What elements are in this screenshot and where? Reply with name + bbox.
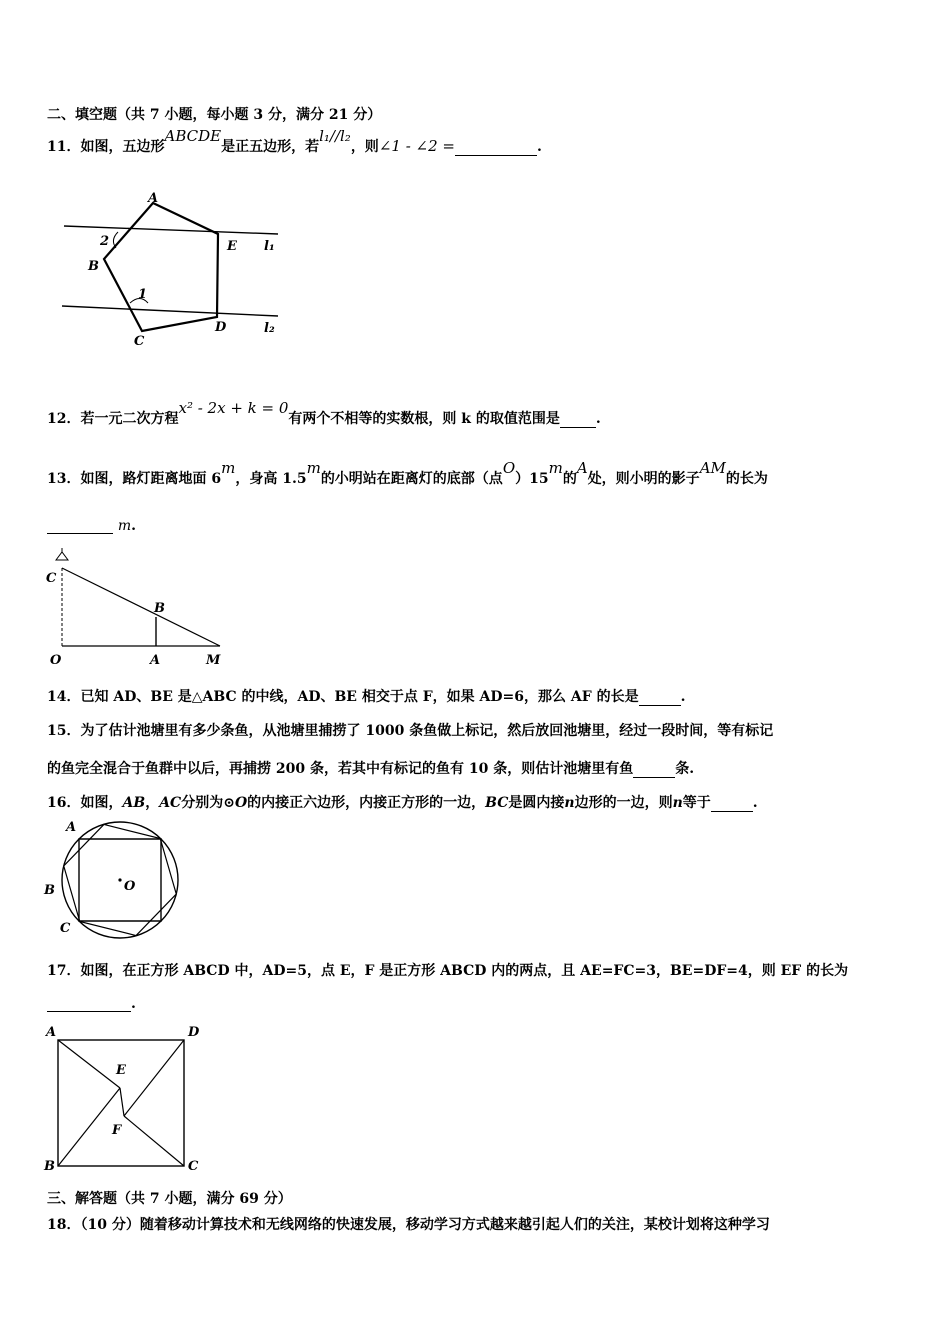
q11-label-c: C bbox=[134, 334, 145, 349]
question-15-line-2 bbox=[47, 758, 694, 778]
q16-text-1: 16．如图， bbox=[47, 795, 123, 811]
q16-text-6: 等于 bbox=[682, 795, 711, 811]
question-16 bbox=[47, 792, 758, 812]
q17-label-d: D bbox=[188, 1025, 200, 1040]
q11-end: . bbox=[536, 139, 542, 155]
q13-answer-unit: m bbox=[117, 518, 132, 534]
q16-label-a: A bbox=[66, 820, 77, 835]
q11-mid2: ，则 bbox=[350, 139, 379, 155]
q11-label-d: D bbox=[215, 320, 227, 335]
q11-parallel: l₁//l₂ bbox=[319, 127, 351, 145]
q13-text-2: ，身高 1.5 bbox=[235, 471, 307, 487]
q16-text-2: 分别为⊙ bbox=[181, 795, 235, 811]
q17-label-e: E bbox=[116, 1063, 126, 1078]
q15-end: 条. bbox=[675, 761, 695, 777]
q13-end: . bbox=[131, 518, 137, 534]
q13-label-o: O bbox=[50, 653, 62, 668]
q15-answer-blank[interactable] bbox=[633, 763, 675, 778]
section-3-title: 三、解答题（共 7 小题，满分 69 分） bbox=[47, 1191, 292, 1207]
q11-label-l2: l₂ bbox=[264, 321, 275, 336]
q16-answer-blank[interactable] bbox=[711, 797, 753, 812]
q11-prefix: 11．如图，五边形 bbox=[47, 139, 165, 155]
q11-mid: 是正五边形，若 bbox=[221, 139, 320, 155]
q16-n-2: n bbox=[672, 795, 683, 811]
q11-label-e: E bbox=[227, 239, 237, 254]
q16-label-b: B bbox=[44, 883, 55, 898]
question-14 bbox=[47, 686, 685, 706]
q12-suffix: 有两个不相等的实数根，则 k 的取值范围是 bbox=[288, 411, 560, 427]
q16-end: . bbox=[752, 795, 758, 811]
q13-label-a: A bbox=[150, 653, 161, 668]
q12-end: . bbox=[595, 411, 601, 427]
q13-point-a: A bbox=[576, 459, 588, 477]
q11-label-l1: l₁ bbox=[264, 239, 275, 254]
q17-answer-blank[interactable] bbox=[47, 997, 131, 1012]
q17-label-b: B bbox=[44, 1159, 55, 1174]
q13-text-3: 的小明站在距离灯的底部（点 bbox=[320, 471, 503, 487]
q16-n-1: n bbox=[564, 795, 575, 811]
question-15-line-1: 15．为了估计池塘里有多少条鱼，从池塘里捕捞了 1000 条鱼做上标记，然后放回池塘里，经过一段时间，等有标记 bbox=[47, 723, 774, 739]
q16-text-5: 边形的一边，则 bbox=[574, 795, 673, 811]
q13-text-4: ）15 bbox=[515, 471, 549, 487]
section-2-title: 二、填空题（共 7 小题，每小题 3 分，满分 21 分） bbox=[47, 107, 382, 123]
q14-text: 14．已知 AD、BE 是△ABC 的中线，AD、BE 相交于点 F，如果 AD=6，那么 AF 的长是 bbox=[47, 689, 639, 705]
q14-answer-blank[interactable] bbox=[639, 691, 681, 706]
q16-text-3: 的内接正六边形，内接正方形的一边， bbox=[247, 795, 486, 811]
q13-point-o: O bbox=[502, 459, 516, 477]
q11-figure bbox=[60, 190, 290, 350]
q12-equation: x² - 2x + k = 0 bbox=[178, 399, 289, 417]
question-17-answer-line bbox=[47, 996, 136, 1012]
q16-sep: ， bbox=[145, 795, 160, 811]
q16-o: O bbox=[234, 795, 248, 811]
q16-text-4: 是圆内接 bbox=[508, 795, 565, 811]
q16-bc: BC bbox=[485, 795, 509, 811]
q11-shape: ABCDE bbox=[164, 127, 222, 145]
q16-ab: AB bbox=[122, 795, 146, 811]
q13-text-7: 的长为 bbox=[725, 471, 768, 487]
q11-label-b: B bbox=[88, 259, 99, 274]
question-17: 17．如图，在正方形 ABCD 中，AD=5，点 E，F 是正方形 ABCD 内的两点，且 AE=FC=3，BE=DF=4，则 EF 的长为 bbox=[47, 963, 849, 979]
q16-label-o: O bbox=[124, 879, 136, 894]
q11-answer-blank[interactable] bbox=[455, 141, 537, 156]
question-13 bbox=[47, 459, 768, 488]
q16-label-c: C bbox=[60, 921, 71, 936]
q13-text-5: 的 bbox=[562, 471, 577, 487]
q13-text-6: 处，则小明的影子 bbox=[587, 471, 700, 487]
q13-label-c: C bbox=[46, 571, 57, 586]
q16-figure bbox=[44, 818, 184, 942]
q12-prefix: 12．若一元二次方程 bbox=[47, 411, 179, 427]
q17-end: . bbox=[131, 996, 136, 1012]
question-12 bbox=[47, 399, 601, 428]
question-13-answer-line bbox=[47, 518, 136, 534]
q13-segment-am: AM bbox=[699, 459, 726, 477]
q14-end: . bbox=[680, 689, 686, 705]
q13-unit-3: m bbox=[548, 459, 563, 477]
q15-text-2: 的鱼完全混合于鱼群中以后，再捕捞 200 条，若其中有标记的鱼有 10 条，则估计池塘里有鱼 bbox=[47, 761, 634, 777]
q13-unit-1: m bbox=[221, 459, 236, 477]
q11-label-a: A bbox=[148, 191, 159, 206]
q17-label-a: A bbox=[46, 1025, 57, 1040]
question-11 bbox=[47, 127, 542, 156]
q11-label-angle1: 1 bbox=[138, 287, 148, 302]
q12-answer-blank[interactable] bbox=[560, 413, 596, 428]
question-18: 18．（10 分）随着移动计算技术和无线网络的快速发展，移动学习方式越来越引起人们的关注，某校计划将这种学习 bbox=[47, 1217, 770, 1233]
q13-figure bbox=[44, 548, 234, 668]
q13-label-m: M bbox=[206, 653, 221, 668]
q17-figure bbox=[44, 1022, 214, 1174]
q16-ac: AC bbox=[159, 795, 182, 811]
q11-label-angle2: 2 bbox=[100, 234, 110, 249]
q13-answer-blank[interactable] bbox=[47, 519, 113, 534]
q17-label-f: F bbox=[112, 1123, 122, 1138]
q13-label-b: B bbox=[154, 601, 165, 616]
q17-label-c: C bbox=[188, 1159, 199, 1174]
q13-text-1: 13．如图，路灯距离地面 6 bbox=[47, 471, 222, 487]
q11-expr: ∠1 - ∠2 = bbox=[378, 137, 455, 155]
q13-unit-2: m bbox=[306, 459, 321, 477]
